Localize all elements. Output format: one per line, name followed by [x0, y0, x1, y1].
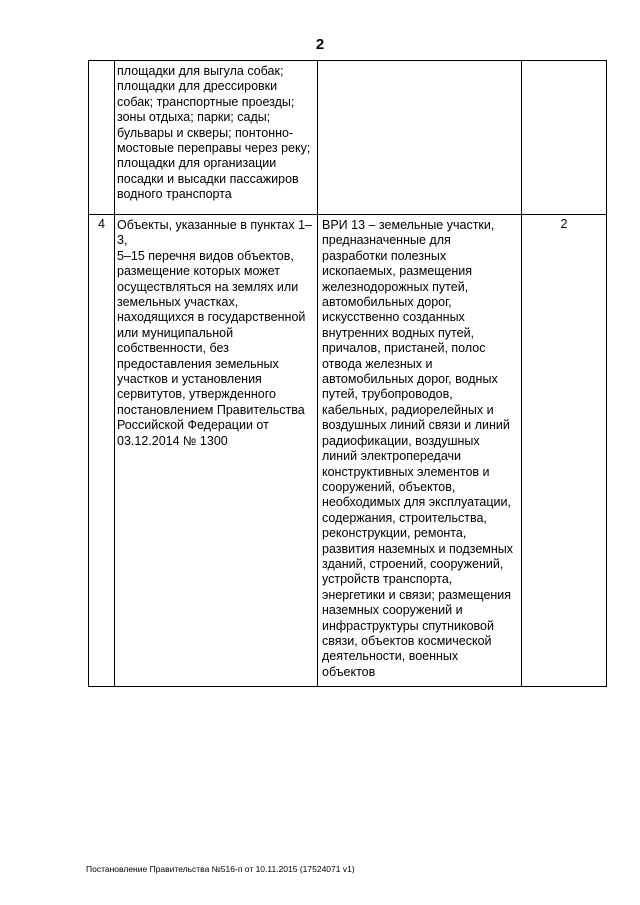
cell-text-line: площадки для дрессировки	[117, 79, 278, 94]
vri-cell	[318, 215, 522, 687]
row-number-cell: 4	[89, 215, 115, 687]
count-cell	[522, 61, 607, 215]
cell-text-line: размещение которых может	[117, 264, 280, 279]
document-table	[88, 60, 607, 687]
cell-text-line: разработки полезных	[322, 248, 447, 263]
cell-text-line: энергетики и связи; размещения	[322, 587, 512, 602]
cell-text-line: автомобильных дорог,	[322, 295, 452, 310]
cell-text-line: наземных сооружений и	[322, 603, 463, 618]
cell-text-line: осуществляться на землях или	[117, 279, 299, 294]
cell-text-line: 3,	[117, 233, 128, 248]
cell-text-line: железнодорожных путей,	[322, 279, 469, 294]
page-number: 2	[315, 36, 325, 53]
cell-text-line: связи, объектов космической	[322, 633, 492, 648]
cell-text-line: 5–15 перечня видов объектов,	[117, 248, 294, 263]
cell-text-line: ВРИ 13 – земельные участки,	[322, 218, 495, 232]
cell-text-line: объектов	[322, 664, 376, 679]
cell-text-line: зданий, строений, сооружений,	[322, 556, 504, 571]
cell-text-line: инфраструктуры спутниковой	[322, 618, 494, 633]
cell-text-line: сервитутов, утвержденного	[117, 387, 276, 402]
cell-text-line: или муниципальной	[117, 325, 234, 340]
cell-text-line: отвода железных и	[322, 356, 433, 371]
cell-text-line: собак; транспортные проезды;	[117, 94, 295, 109]
cell-text-line: бульвары и скверы; понтонно-	[117, 125, 294, 140]
cell-text-line: автомобильных дорог, водных	[322, 372, 498, 387]
cell-text-line: деятельности, военных	[322, 649, 459, 664]
cell-text-line: конструктивных элементов и	[322, 464, 490, 479]
cell-text-line: посадки и высадки пассажиров	[117, 171, 299, 186]
cell-text-line: путей, трубопроводов,	[322, 387, 453, 402]
table-row	[89, 215, 607, 687]
cell-text-line: зоны отдыха; парки; сады;	[117, 110, 271, 125]
cell-text-line: 03.12.2014 № 1300	[117, 433, 228, 448]
row-number-cell	[89, 61, 115, 215]
cell-text-line: искусственно созданных	[322, 310, 465, 325]
objects-cell	[115, 215, 318, 687]
cell-text-line: линий электропередачи	[322, 449, 462, 464]
cell-text-line: земельных участках,	[117, 295, 239, 310]
cell-text-line: мостовые переправы через реку;	[117, 141, 311, 156]
objects-cell	[115, 61, 318, 215]
cell-text-line: кабельных, радиорелейных и	[322, 402, 494, 417]
cell-text-line: водного транспорта	[117, 187, 232, 202]
document-footer: Постановление Правительства №516-п от 10.11.2015 (17524071 v1)	[86, 864, 355, 874]
cell-text-line: сооружений, объектов,	[322, 479, 456, 494]
cell-text-line: реконструкции, ремонта,	[322, 526, 467, 541]
cell-text-line: внутренних водных путей,	[322, 325, 475, 340]
cell-text-line: Объекты, указанные в пунктах 1–	[117, 218, 313, 232]
cell-text-line: необходимых для эксплуатации,	[322, 495, 511, 510]
cell-text-line: собственности, без	[117, 341, 229, 356]
table-row	[89, 61, 607, 215]
cell-text-line: устройств транспорта,	[322, 572, 453, 587]
cell-text-line: радиофикации, воздушных	[322, 433, 480, 448]
cell-text-line: Российской Федерации от	[117, 418, 269, 433]
cell-text-line: причалов, пристаней, полос	[322, 341, 486, 356]
cell-text-line: площадки для организации	[117, 156, 277, 171]
cell-text-line: находящихся в государственной	[117, 310, 306, 325]
cell-text-line: предоставления земельных	[117, 356, 279, 371]
cell-text-line: ископаемых, размещения	[322, 264, 473, 279]
count-cell: 2	[522, 215, 607, 687]
cell-text-line: площадки для выгула собак;	[117, 64, 284, 78]
cell-text-line: развития наземных и подземных	[322, 541, 513, 556]
cell-text-line: постановлением Правительства	[117, 402, 305, 417]
cell-text-line: содержания, строительства,	[322, 510, 487, 525]
cell-text-line: участков и установления	[117, 372, 262, 387]
cell-text-line: воздушных линий связи и линий	[322, 418, 510, 433]
cell-text-line: предназначенные для	[322, 233, 451, 248]
vri-cell	[318, 61, 522, 215]
